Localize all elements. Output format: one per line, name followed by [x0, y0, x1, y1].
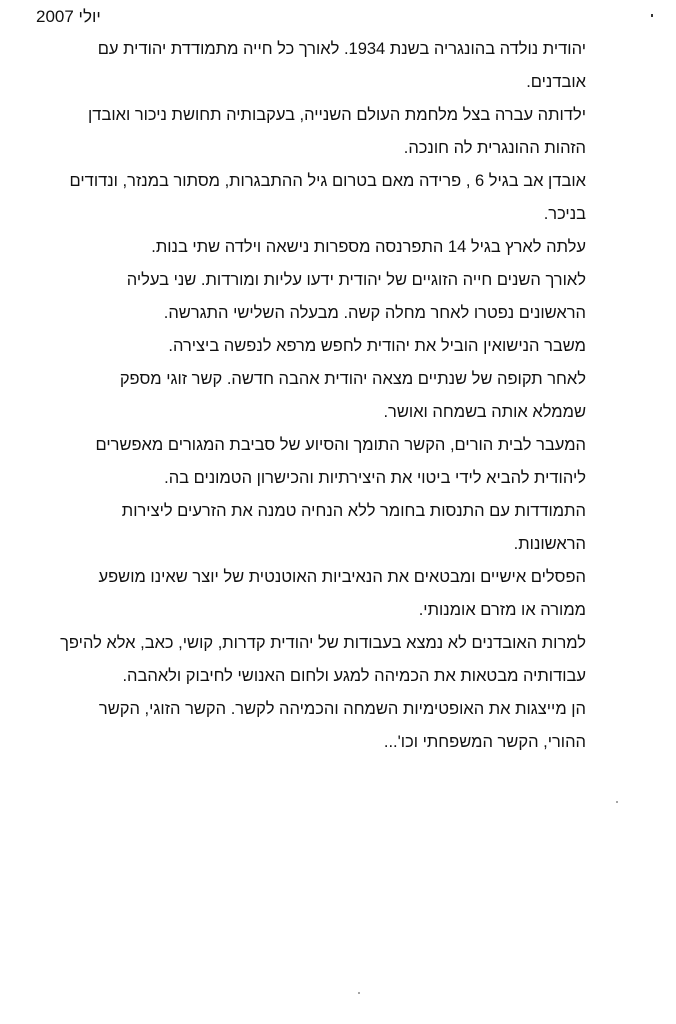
- text-line: שממלא אותה בשמחה ואושר.: [383, 403, 586, 421]
- scan-dot: [616, 801, 618, 803]
- scan-dot: [358, 992, 360, 994]
- text-line: יהודית נולדה בהונגריה בשנת 1934. לאורך כל חייה מתמודדת יהודית עם: [97, 40, 586, 58]
- text-line: עלתה לארץ בגיל 14 התפרנסה מספרות נישאה וילדה שתי בנות.: [151, 238, 586, 256]
- text-line: למרות האובדנים לא נמצא בעבודות של יהודית קדרות, קושי, כאב, אלא להיפך: [60, 634, 586, 652]
- text-line: הראשונים נפטרו לאחר מחלה קשה. מבעלה השלישי התגרשה.: [163, 304, 586, 322]
- text-line: ילדותה עברה בצל מלחמת העולם השנייה, בעקבותיה תחושת ניכור ואובדן: [88, 106, 586, 124]
- text-line: התמודדות עם התנסות בחומר ללא הנחיה טמנה את הזרעים ליצירות: [121, 502, 586, 520]
- document-body: [26, 33, 586, 759]
- document-date: יולי 2007: [36, 7, 101, 26]
- text-line: הפסלים אישיים ומבטאים את הנאיביות האוטנטית של יוצר שאינו מושפע: [98, 568, 586, 586]
- text-line: המעבר לבית הורים, הקשר התומך והסיוע של סביבת המגורים מאפשרים: [95, 436, 586, 454]
- text-line: ליהודית להביא לידי ביטוי את היצירתיות והכישרון הטמונים בה.: [164, 469, 586, 487]
- text-line: הן מייצגות את האופטימיות השמחה והכמיהה לקשר. הקשר הזוגי, הקשר: [98, 700, 586, 718]
- text-line: לאורך השנים חייה הזוגיים של יהודית ידעו עליות ומורדות. שני בעליה: [126, 271, 586, 289]
- text-line: ההורי, הקשר המשפחתי וכו'...: [383, 733, 586, 751]
- text-line: בניכר.: [543, 205, 586, 223]
- text-line: אובדנים.: [526, 73, 586, 91]
- text-line: הראשונות.: [513, 535, 586, 553]
- text-line: לאחר תקופה של שנתיים מצאה יהודית אהבה חדשה. קשר זוגי מספק: [119, 370, 586, 388]
- text-line: ממורה או מזרם אומנותי.: [418, 601, 586, 619]
- scan-speck: [651, 14, 653, 17]
- text-line: משבר הנישואין הוביל את יהודית לחפש מרפא לנפשה ביצירה.: [168, 337, 586, 355]
- text-line: הזהות ההונגרית לה חונכה.: [403, 139, 586, 157]
- text-line: עבודותיה מבטאות את הכמיהה למגע ולחום האנושי לחיבוק ולאהבה.: [122, 667, 586, 685]
- text-line: אובדן אב בגיל 6 , פרידה מאם בטרום גיל ההתבגרות, מסתור במנזר, ונדודים: [69, 172, 586, 190]
